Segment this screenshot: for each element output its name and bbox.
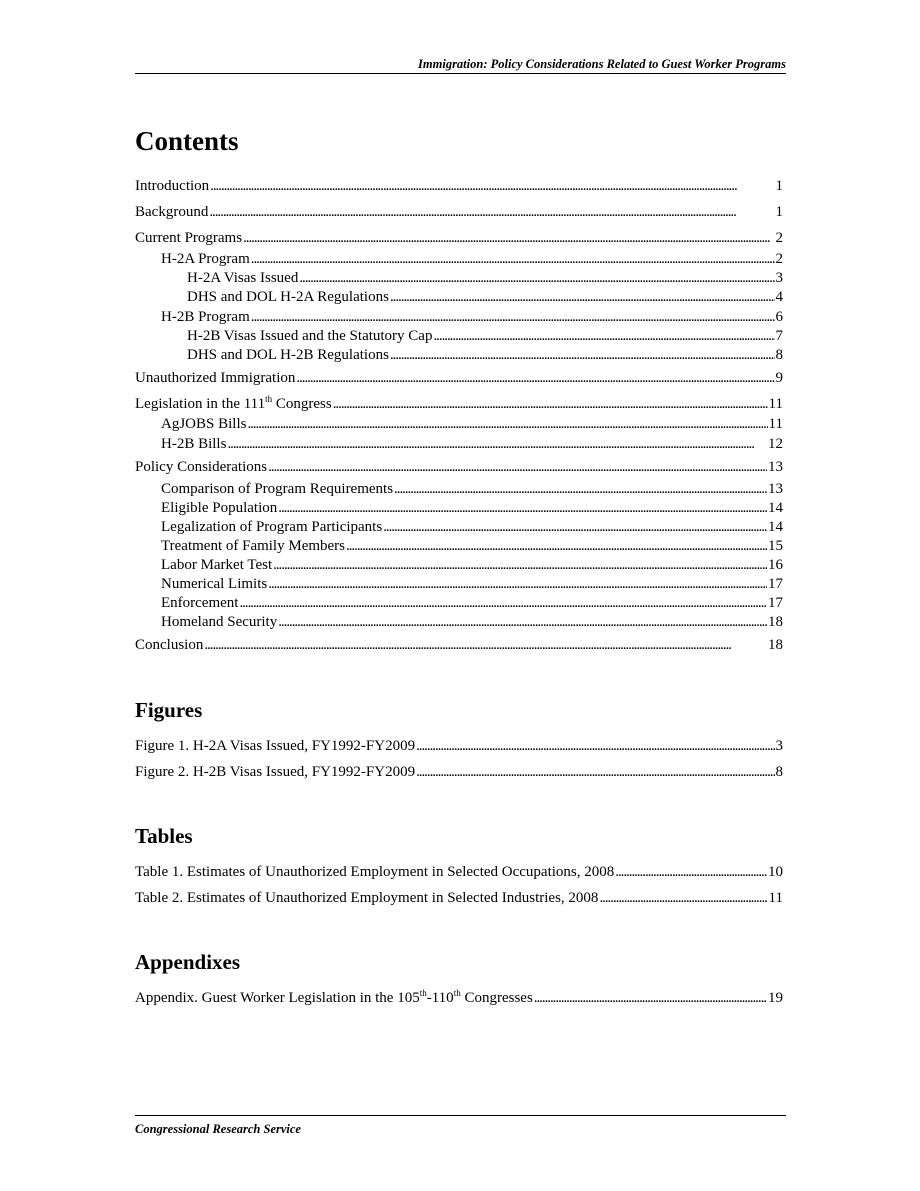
toc-entry-title: Policy Considerations	[135, 459, 268, 475]
dot-leader	[346, 536, 767, 556]
dot-leader	[433, 326, 774, 346]
toc-entry[interactable]	[161, 574, 783, 594]
toc-page-number: 6	[775, 309, 783, 325]
toc-entry-title: Unauthorized Immigration	[135, 370, 296, 386]
toc-entry[interactable]	[161, 307, 783, 327]
toc-page-number: 19	[768, 990, 783, 1006]
dot-leader	[204, 635, 767, 655]
toc-page-number: 12	[768, 436, 783, 452]
dot-leader	[615, 862, 767, 882]
running-footer: Congressional Research Service	[135, 1122, 301, 1136]
toc-entry-title: Figure 2. H-2B Visas Issued, FY1992-FY2009	[135, 764, 416, 780]
toc-page-number: 11	[768, 396, 783, 412]
toc-entry[interactable]	[161, 517, 783, 537]
toc-entry[interactable]	[161, 414, 783, 434]
figure-entry[interactable]	[135, 762, 783, 782]
table-entry[interactable]	[135, 862, 783, 882]
toc-entry[interactable]	[161, 498, 783, 518]
running-header: Immigration: Policy Considerations Related to Guest Worker Programs	[418, 57, 786, 71]
toc-entry[interactable]	[161, 555, 783, 575]
toc-entry-title: H-2B Visas Issued and the Statutory Cap	[187, 328, 433, 344]
toc-entry[interactable]	[161, 479, 783, 499]
dot-leader	[278, 612, 767, 632]
toc-entry[interactable]	[135, 635, 783, 655]
toc-entry-title: Comparison of Program Requirements	[161, 481, 394, 497]
dot-leader	[247, 414, 767, 434]
toc-page-number: 14	[768, 519, 783, 535]
toc-page-number: 11	[768, 890, 783, 906]
dot-leader	[296, 368, 774, 388]
toc-entry-title: Enforcement	[161, 595, 239, 611]
toc-entry-title: Table 2. Estimates of Unauthorized Employment in Selected Industries, 2008	[135, 890, 599, 906]
dot-leader	[273, 555, 767, 575]
toc-page-number: 15	[768, 538, 783, 554]
toc-page-number: 9	[775, 370, 783, 386]
toc-entry-title: Labor Market Test	[161, 557, 273, 573]
toc-entry[interactable]	[161, 536, 783, 556]
toc-entry-title: Figure 1. H-2A Visas Issued, FY1992-FY2009	[135, 738, 416, 754]
toc-entry-title: H-2B Program	[161, 309, 250, 325]
toc-page-number: 1	[775, 204, 783, 220]
toc-entry-title: Legislation in the 111th Congress	[135, 394, 332, 412]
toc-entry-title: Legalization of Program Participants	[161, 519, 383, 535]
toc-entry-title: DHS and DOL H-2B Regulations	[187, 347, 389, 363]
dot-leader	[299, 268, 774, 288]
toc-entry-title: Table 1. Estimates of Unauthorized Employment in Selected Occupations, 2008	[135, 864, 615, 880]
toc-page-number: 14	[768, 500, 783, 516]
toc-entry[interactable]	[135, 457, 783, 477]
dot-leader	[333, 394, 768, 414]
contents-heading: Contents	[135, 126, 239, 156]
figures-heading: Figures	[135, 698, 203, 722]
toc-entry-title: DHS and DOL H-2A Regulations	[187, 289, 389, 305]
dot-leader	[251, 307, 775, 327]
toc-entry[interactable]	[135, 176, 783, 196]
dot-leader	[383, 517, 767, 537]
dot-leader	[390, 345, 775, 365]
toc-entry-title: Introduction	[135, 178, 210, 194]
toc-page-number: 10	[768, 864, 783, 880]
toc-entry[interactable]	[135, 228, 783, 248]
dot-leader	[268, 457, 767, 477]
appendixes-heading: Appendixes	[135, 950, 241, 974]
toc-entry-title: Background	[135, 204, 209, 220]
toc-page-number: 2	[775, 230, 783, 246]
toc-entry[interactable]	[187, 345, 783, 365]
figure-entry[interactable]	[135, 736, 783, 756]
toc-page-number: 18	[768, 614, 783, 630]
toc-entry-title: Appendix. Guest Worker Legislation in the 105th-110th Congresses	[135, 988, 533, 1006]
toc-entry-title: Conclusion	[135, 637, 204, 653]
dot-leader	[243, 228, 774, 248]
dot-leader	[416, 762, 774, 782]
toc-page-number: 16	[768, 557, 783, 573]
toc-page-number: 2	[775, 251, 783, 267]
toc-entry[interactable]	[187, 268, 783, 288]
toc-entry-title: AgJOBS Bills	[161, 416, 247, 432]
toc-entry-title: H-2A Program	[161, 251, 250, 267]
toc-page-number: 7	[775, 328, 783, 344]
toc-entry-title: Current Programs	[135, 230, 243, 246]
toc-entry-title: Eligible Population	[161, 500, 278, 516]
dot-leader	[239, 593, 767, 613]
toc-entry[interactable]	[161, 593, 783, 613]
toc-page-number: 11	[768, 416, 783, 432]
appendix-entry[interactable]	[135, 988, 783, 1008]
dot-leader	[251, 249, 775, 269]
toc-page-number: 13	[768, 481, 783, 497]
toc-page-number: 17	[768, 576, 783, 592]
toc-entry[interactable]	[135, 394, 783, 414]
toc-entry[interactable]	[161, 249, 783, 269]
toc-page-number: 3	[775, 270, 783, 286]
toc-entry-title: H-2B Bills	[161, 436, 227, 452]
dot-leader	[416, 736, 774, 756]
toc-entry-title: Treatment of Family Members	[161, 538, 346, 554]
dot-leader	[534, 988, 767, 1008]
toc-page-number: 1	[775, 178, 783, 194]
footer-rule	[135, 1115, 786, 1116]
toc-entry[interactable]	[161, 612, 783, 632]
dot-leader	[394, 479, 767, 499]
tables-heading: Tables	[135, 824, 193, 848]
dot-leader	[599, 888, 767, 908]
toc-page-number: 17	[768, 595, 783, 611]
toc-page-number: 3	[775, 738, 783, 754]
toc-entry[interactable]	[187, 287, 783, 307]
header-rule	[135, 73, 786, 74]
dot-leader	[210, 176, 774, 196]
toc-page-number: 4	[775, 289, 783, 305]
toc-entry[interactable]	[135, 368, 783, 388]
toc-entry-title: Numerical Limits	[161, 576, 268, 592]
toc-entry-title: H-2A Visas Issued	[187, 270, 299, 286]
dot-leader	[268, 574, 767, 594]
dot-leader	[278, 498, 767, 518]
dot-leader	[390, 287, 775, 307]
toc-page-number: 13	[768, 459, 783, 475]
toc-entry[interactable]	[187, 326, 783, 346]
dot-leader	[209, 202, 774, 222]
toc-entry[interactable]	[161, 434, 783, 454]
toc-page-number: 18	[768, 637, 783, 653]
dot-leader	[227, 434, 767, 454]
table-entry[interactable]	[135, 888, 783, 908]
toc-entry[interactable]	[135, 202, 783, 222]
toc-entry-title: Homeland Security	[161, 614, 278, 630]
toc-page-number: 8	[775, 347, 783, 363]
toc-page-number: 8	[775, 764, 783, 780]
